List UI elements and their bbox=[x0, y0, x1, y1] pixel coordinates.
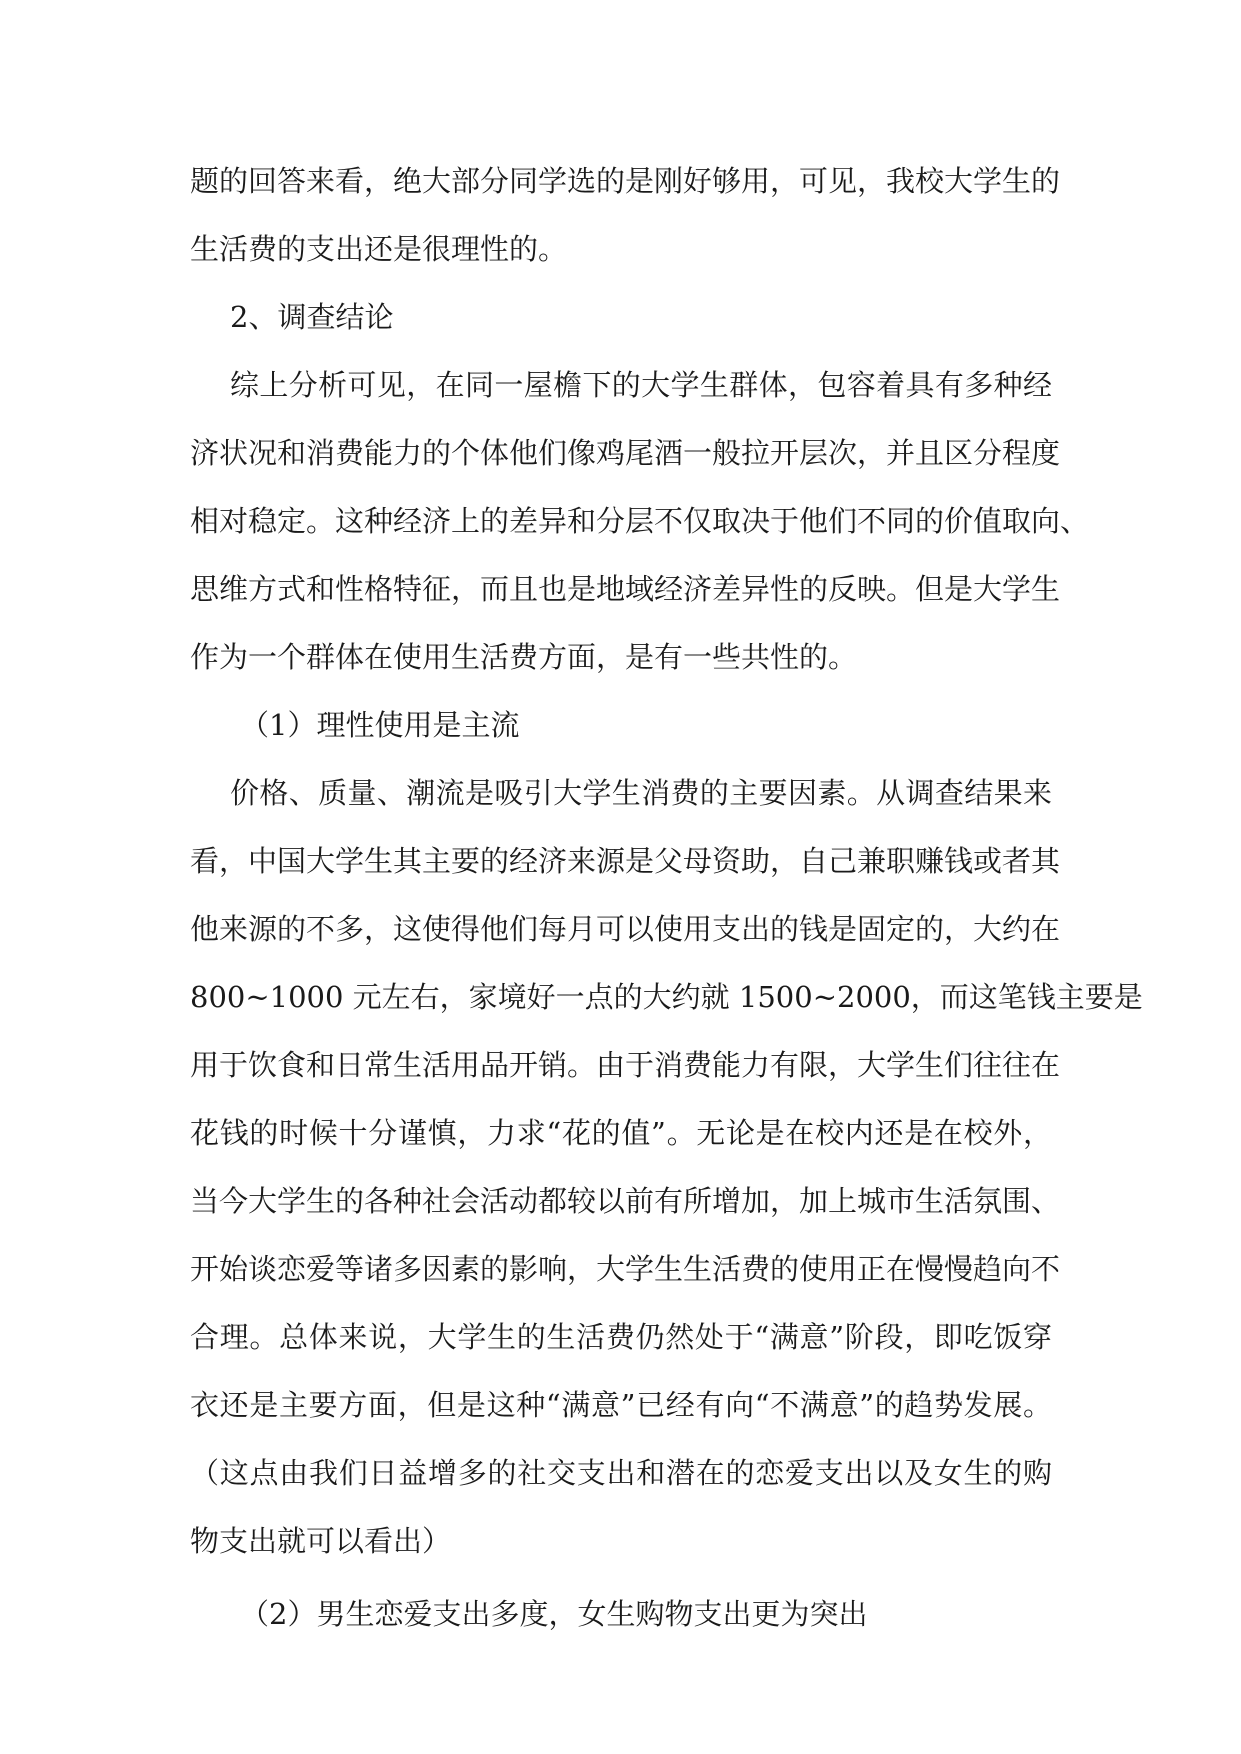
text-line: 开始谈恋爱等诸多因素的影响，大学生生活费的使用正在慢慢趋向不 bbox=[190, 1252, 1061, 1286]
paragraph-first-line: 价格、质量、潮流是吸引大学生消费的主要因素。从调查结果来 bbox=[230, 776, 1052, 810]
text-line: 相对稳定。这种经济上的差异和分层不仅取决于他们不同的价值取向、 bbox=[190, 504, 1090, 538]
section-heading: 2、调查结论 bbox=[230, 300, 394, 334]
text-line: （这点由我们日益增多的社交支出和潜在的恋爱支出以及女生的购 bbox=[190, 1456, 1052, 1490]
text-line: 花钱的时候十分谨慎，力求“花的值”。无论是在校内还是在校外， bbox=[190, 1116, 1052, 1150]
text-line: 看，中国大学生其主要的经济来源是父母资助，自己兼职赚钱或者其 bbox=[190, 844, 1061, 878]
subsection-heading: （1）理性使用是主流 bbox=[240, 708, 520, 742]
paragraph-first-line: 综上分析可见，在同一屋檐下的大学生群体，包容着具有多种经 bbox=[230, 368, 1052, 402]
text-line: 思维方式和性格特征，而且也是地域经济差异性的反映。但是大学生 bbox=[190, 572, 1061, 606]
text-line: 作为一个群体在使用生活费方面，是有一些共性的。 bbox=[190, 640, 858, 674]
text-line: 衣还是主要方面，但是这种“满意”已经有向“不满意”的趋势发展。 bbox=[190, 1388, 1052, 1422]
text-line: 物支出就可以看出） bbox=[190, 1524, 452, 1558]
text-line: 当今大学生的各种社会活动都较以前有所增加，加上城市生活氛围、 bbox=[190, 1184, 1061, 1218]
text-line: 他来源的不多，这使得他们每月可以使用支出的钱是固定的，大约在 bbox=[190, 912, 1061, 946]
text-line: 用于饮食和日常生活用品开销。由于消费能力有限，大学生们往往在 bbox=[190, 1048, 1061, 1082]
text-line: 800~1000 元左右，家境好一点的大约就 1500~2000，而这笔钱主要是 bbox=[190, 980, 1143, 1014]
subsection-heading: （2）男生恋爱支出多度，女生购物支出更为突出 bbox=[240, 1597, 868, 1631]
text-line: 生活费的支出还是很理性的。 bbox=[190, 232, 568, 266]
text-line: 济状况和消费能力的个体他们像鸡尾酒一般拉开层次，并且区分程度 bbox=[190, 436, 1061, 470]
text-line: 题的回答来看，绝大部分同学选的是刚好够用，可见，我校大学生的 bbox=[190, 164, 1061, 198]
text-line: 合理。总体来说，大学生的生活费仍然处于“满意”阶段，即吃饭穿 bbox=[190, 1320, 1052, 1354]
